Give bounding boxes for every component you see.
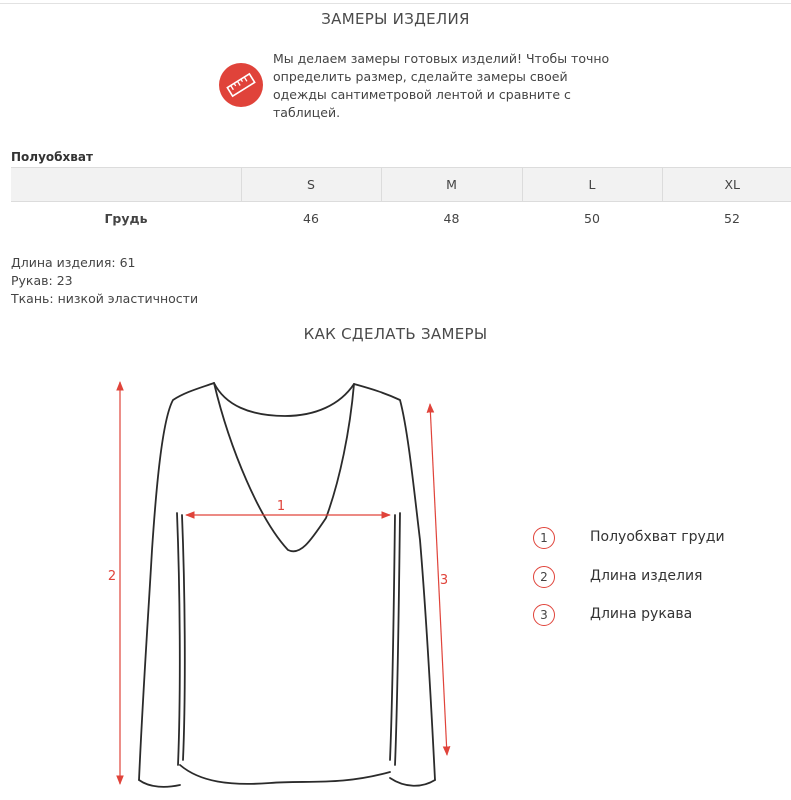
- section-title-how-to: КАК СДЕЛАТЬ ЗАМЕРЫ: [303, 325, 488, 343]
- size-col-xl: XL: [662, 168, 791, 202]
- legend-number-badge: 1: [533, 527, 555, 549]
- size-col-l: L: [522, 168, 662, 202]
- page-title: ЗАМЕРЫ ИЗДЕЛИЯ: [321, 10, 470, 28]
- cell-value: 52: [724, 211, 740, 227]
- table-caption: Полуобхват: [11, 150, 93, 164]
- measuring-tape-icon: [219, 63, 263, 107]
- size-table: [11, 167, 791, 236]
- cell-value: 50: [584, 211, 600, 227]
- diagram-label-3: 3: [439, 573, 449, 588]
- size-col-s: S: [241, 168, 381, 202]
- size-header-row: [11, 168, 791, 202]
- sweater-outline: [139, 383, 435, 787]
- product-notes: [11, 254, 198, 308]
- intro-text: Мы делаем замеры готовых изделий! Чтобы точно определить размер, сделайте замеры своей одежды сантиметровой лентой и сравните с таблицей.: [273, 51, 610, 120]
- legend-label: Длина рукава: [590, 606, 693, 622]
- top-divider: [0, 3, 791, 4]
- diagram-label-1: 1: [276, 499, 286, 514]
- legend-label: Полуобхват груди: [590, 529, 725, 545]
- cell-value: 46: [303, 211, 319, 227]
- diagram-label-2: 2: [107, 569, 117, 584]
- garment-diagram: [0, 360, 480, 796]
- header-empty-cell: [11, 168, 241, 202]
- note-length: Длина изделия: 61: [11, 255, 136, 270]
- legend-label: Длина изделия: [590, 567, 703, 584]
- row-label: Грудь: [104, 211, 148, 227]
- size-col-m: M: [381, 168, 522, 202]
- cell-value: 48: [443, 211, 460, 227]
- note-sleeve: Рукав: 23: [11, 273, 73, 288]
- table-row: [11, 202, 791, 236]
- legend-number-badge: 2: [533, 566, 555, 588]
- note-fabric: Ткань: низкой эластичности: [11, 291, 199, 306]
- legend-number-badge: 3: [533, 604, 555, 626]
